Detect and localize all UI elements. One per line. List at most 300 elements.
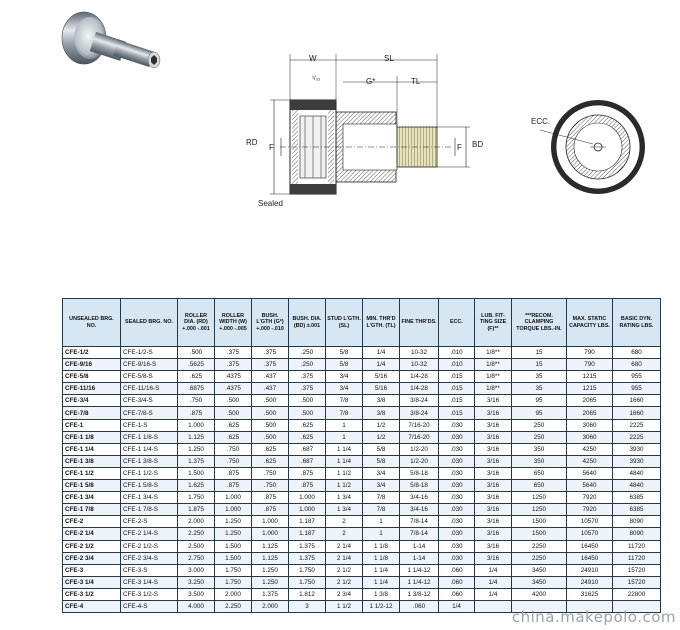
- watermark: china.makepolo.com: [511, 608, 676, 626]
- table-cell: CFE-3: [63, 564, 121, 576]
- table-cell: 7/16-20: [400, 419, 439, 431]
- table-cell: 4250: [567, 455, 613, 467]
- table-cell: 2.750: [178, 552, 215, 564]
- table-cell: .875: [215, 480, 252, 492]
- table-cell: .4375: [215, 383, 252, 395]
- table-cell: 1.875: [178, 504, 215, 516]
- table-cell: 2.000: [252, 600, 289, 612]
- table-cell: .625: [215, 419, 252, 431]
- table-cell: 2.000: [178, 516, 215, 528]
- table-cell: 3/8: [363, 407, 400, 419]
- table-cell: .625: [289, 431, 326, 443]
- table-cell: [475, 600, 512, 612]
- table-cell: 3/8: [363, 395, 400, 407]
- table-row: [63, 480, 661, 492]
- cam-follower-photo: [62, 12, 160, 68]
- table-cell: 1 3/4: [326, 492, 363, 504]
- table-cell: 1 1/8: [363, 552, 400, 564]
- table-cell: 7/8: [363, 504, 400, 516]
- table-cell: CFE-3 1/2: [63, 588, 121, 600]
- table-cell: CFE-1 5/8: [63, 480, 121, 492]
- table-row: [63, 576, 661, 588]
- table-cell: .030: [439, 552, 475, 564]
- table-row: [63, 359, 661, 371]
- label-g: G*: [366, 77, 376, 86]
- table-cell: 5/8: [326, 359, 363, 371]
- table-cell: .625: [178, 371, 215, 383]
- table-cell: 1 3/8-12: [400, 588, 439, 600]
- table-cell: .875: [289, 467, 326, 479]
- table-cell: CFE-1 1/2: [63, 467, 121, 479]
- table-row: [63, 455, 661, 467]
- table-row: [63, 504, 661, 516]
- table-cell: 3/4: [326, 383, 363, 395]
- table-cell: 1/2: [363, 419, 400, 431]
- table-cell: .060: [439, 588, 475, 600]
- table-cell: .625: [252, 455, 289, 467]
- table-cell: 6385: [613, 504, 661, 516]
- table-cell: 2.500: [178, 540, 215, 552]
- table-cell: 3450: [512, 564, 567, 576]
- table-cell: 1.125: [178, 431, 215, 443]
- table-cell: 3930: [613, 443, 661, 455]
- table-cell: 680: [613, 359, 661, 371]
- table-cell: CFE-11/16: [63, 383, 121, 395]
- table-cell: 7/8-14: [400, 516, 439, 528]
- table-row: [63, 443, 661, 455]
- table-cell: 1.125: [252, 540, 289, 552]
- table-cell: 2 1/2: [326, 564, 363, 576]
- table-cell: 1.500: [215, 540, 252, 552]
- table-cell: 1: [363, 528, 400, 540]
- table-cell: 1250: [512, 504, 567, 516]
- table-cell: CFE-3-S: [121, 564, 178, 576]
- table-cell: 1 1/8: [363, 540, 400, 552]
- table-cell: 2 3/4: [326, 588, 363, 600]
- table-cell: 10-32: [400, 359, 439, 371]
- table-cell: .500: [215, 395, 252, 407]
- column-header: ROLLER DIA. (RD) +.000 -.001: [178, 299, 215, 347]
- table-cell: .030: [439, 540, 475, 552]
- table-cell: .375: [215, 359, 252, 371]
- table-cell: 1.250: [215, 528, 252, 540]
- table-cell: 3/16: [475, 407, 512, 419]
- table-cell: CFE-2 1/4: [63, 528, 121, 540]
- table-cell: 1215: [567, 371, 613, 383]
- table-cell: 1/4: [363, 347, 400, 359]
- table-cell: 3/16: [475, 552, 512, 564]
- table-cell: 1.750: [289, 564, 326, 576]
- table-cell: 1/8**: [475, 371, 512, 383]
- table-cell: 1.375: [289, 552, 326, 564]
- column-header: BUSH. L'GTH (G*) +.000 -.010: [252, 299, 289, 347]
- table-cell: 3.250: [178, 576, 215, 588]
- table-cell: 3/8-24: [400, 395, 439, 407]
- table-cell: .5625: [178, 359, 215, 371]
- table-cell: 1/4: [439, 600, 475, 612]
- table-cell: .687: [289, 455, 326, 467]
- label-bd: BD: [472, 140, 484, 149]
- table-cell: .437: [252, 371, 289, 383]
- table-row: [63, 395, 661, 407]
- table-cell: 24910: [567, 564, 613, 576]
- table-cell: .500: [289, 407, 326, 419]
- table-cell: 4840: [613, 467, 661, 479]
- table-cell: 3/16: [475, 443, 512, 455]
- table-cell: .010: [439, 347, 475, 359]
- table-cell: 3/16: [475, 480, 512, 492]
- table-cell: 3: [289, 600, 326, 612]
- table-cell: 1.750: [215, 576, 252, 588]
- table-cell: 1660: [613, 407, 661, 419]
- table-cell: 4840: [613, 480, 661, 492]
- table-cell: 16450: [567, 552, 613, 564]
- table-cell: CFE-4-S: [121, 600, 178, 612]
- table-cell: 10570: [567, 528, 613, 540]
- table-row: [63, 347, 661, 359]
- table-cell: 790: [567, 347, 613, 359]
- table-cell: CFE-1 3/8-S: [121, 455, 178, 467]
- table-cell: 1 3/4: [326, 504, 363, 516]
- table-cell: CFE-9/16-S: [121, 359, 178, 371]
- table-cell: 2250: [512, 552, 567, 564]
- table-cell: .625: [252, 443, 289, 455]
- table-cell: CFE-1 3/8: [63, 455, 121, 467]
- table-cell: .375: [215, 347, 252, 359]
- table-cell: 2: [326, 528, 363, 540]
- table-cell: 1.000: [178, 419, 215, 431]
- table-cell: 1 3/8: [363, 588, 400, 600]
- table-cell: 3450: [512, 576, 567, 588]
- table-cell: .750: [178, 395, 215, 407]
- technical-drawing: [0, 0, 680, 290]
- end-view: [540, 100, 645, 194]
- table-cell: 7/16-20: [400, 431, 439, 443]
- table-cell: CFE-2: [63, 516, 121, 528]
- table-cell: 2250: [512, 540, 567, 552]
- table-cell: 16450: [567, 540, 613, 552]
- table-row: [63, 528, 661, 540]
- table-cell: 7920: [567, 504, 613, 516]
- table-cell: .010: [439, 359, 475, 371]
- table-cell: 3/16: [475, 504, 512, 516]
- table-cell: 3/16: [475, 431, 512, 443]
- table-cell: 680: [613, 347, 661, 359]
- table-cell: 1.750: [289, 576, 326, 588]
- column-header: SEALED BRG. NO.: [121, 299, 178, 347]
- table-cell: 3930: [613, 455, 661, 467]
- table-cell: .250: [289, 347, 326, 359]
- table-cell: .750: [215, 443, 252, 455]
- table-cell: .030: [439, 504, 475, 516]
- table-cell: CFE-1-S: [121, 419, 178, 431]
- table-cell: 8090: [613, 528, 661, 540]
- table-cell: 35: [512, 371, 567, 383]
- table-cell: .030: [439, 516, 475, 528]
- table-cell: 5/16: [363, 383, 400, 395]
- table-cell: CFE-9/16: [63, 359, 121, 371]
- table-cell: 95: [512, 407, 567, 419]
- table-cell: 1.375: [178, 455, 215, 467]
- table-cell: 250: [512, 419, 567, 431]
- table-cell: CFE-1 1/8-S: [121, 431, 178, 443]
- table-cell: 2.000: [215, 588, 252, 600]
- table-cell: 650: [512, 467, 567, 479]
- label-f-right: F: [457, 143, 462, 152]
- table-cell: .375: [252, 347, 289, 359]
- table-cell: 24910: [567, 576, 613, 588]
- table-cell: 3/4: [326, 371, 363, 383]
- table-cell: CFE-2 3/4: [63, 552, 121, 564]
- table-cell: CFE-1 1/4-S: [121, 443, 178, 455]
- table-cell: 15: [512, 347, 567, 359]
- table-cell: CFE-3/4-S: [121, 395, 178, 407]
- table-cell: 1250: [512, 492, 567, 504]
- table-cell: 3060: [567, 419, 613, 431]
- table-cell: 1 1/4: [326, 443, 363, 455]
- table-cell: .4375: [215, 371, 252, 383]
- table-cell: 7/8: [326, 407, 363, 419]
- table-cell: 350: [512, 443, 567, 455]
- table-cell: 1 1/4: [363, 576, 400, 588]
- table-cell: 1.250: [215, 516, 252, 528]
- table-cell: CFE-1 1/8: [63, 431, 121, 443]
- table-cell: 15720: [613, 576, 661, 588]
- table-cell: .500: [252, 395, 289, 407]
- table-cell: CFE-1 1/4: [63, 443, 121, 455]
- label-f-left: F: [269, 143, 274, 152]
- table-cell: .030: [439, 480, 475, 492]
- table-cell: .015: [439, 371, 475, 383]
- table-cell: 5/16: [363, 371, 400, 383]
- table-cell: 3/4-16: [400, 492, 439, 504]
- column-header: ECC.: [439, 299, 475, 347]
- column-header: ROLLER WIDTH (W) +.000 -.005: [215, 299, 252, 347]
- table-cell: 3.500: [178, 588, 215, 600]
- table-cell: .625: [215, 431, 252, 443]
- table-cell: 3/16: [475, 467, 512, 479]
- table-cell: CFE-1 3/4: [63, 492, 121, 504]
- table-cell: 11720: [613, 552, 661, 564]
- table-cell: 1-14: [400, 552, 439, 564]
- table-cell: 5640: [567, 467, 613, 479]
- table-cell: 1 1/4: [363, 564, 400, 576]
- table-row: [63, 467, 661, 479]
- table-cell: 2 1/4: [326, 552, 363, 564]
- table-cell: .500: [178, 347, 215, 359]
- table-cell: CFE-1 5/8-S: [121, 480, 178, 492]
- table-cell: 3/16: [475, 419, 512, 431]
- table-cell: 1.500: [178, 467, 215, 479]
- table-cell: 3.000: [178, 564, 215, 576]
- table-cell: 1/8**: [475, 347, 512, 359]
- table-cell: 790: [567, 359, 613, 371]
- label-ecc: ECC.: [531, 117, 551, 126]
- table-cell: .030: [439, 467, 475, 479]
- table-cell: 10570: [567, 516, 613, 528]
- table-cell: .060: [439, 564, 475, 576]
- table-cell: 1/4: [475, 576, 512, 588]
- table-cell: 2.250: [215, 600, 252, 612]
- table-cell: CFE-3/4: [63, 395, 121, 407]
- table-cell: 3/16: [475, 492, 512, 504]
- table-cell: 1.750: [178, 492, 215, 504]
- table-cell: CFE-2 1/4-S: [121, 528, 178, 540]
- table-cell: 1.375: [289, 540, 326, 552]
- table-cell: 1/8**: [475, 359, 512, 371]
- table-cell: .687: [289, 443, 326, 455]
- column-header: MAX. STATIC CAPACITY LBS.: [567, 299, 613, 347]
- table-cell: 1.250: [252, 564, 289, 576]
- table-cell: .6875: [178, 383, 215, 395]
- table-cell: CFE-1 1/2-S: [121, 467, 178, 479]
- table-cell: 1.000: [252, 516, 289, 528]
- table-cell: 1: [363, 516, 400, 528]
- table-cell: .030: [439, 455, 475, 467]
- table-cell: CFE-1 7/8-S: [121, 504, 178, 516]
- table-cell: 1/4: [475, 588, 512, 600]
- table-row: [63, 516, 661, 528]
- table-cell: 11720: [613, 540, 661, 552]
- table-row: [63, 552, 661, 564]
- table-cell: 1/4-28: [400, 383, 439, 395]
- table-cell: 4250: [567, 443, 613, 455]
- table-cell: .875: [252, 492, 289, 504]
- table-cell: 35: [512, 383, 567, 395]
- table-cell: 1.000: [252, 528, 289, 540]
- table-cell: 1500: [512, 516, 567, 528]
- table-cell: 1.187: [289, 516, 326, 528]
- table-cell: 3/16: [475, 516, 512, 528]
- table-row: [63, 419, 661, 431]
- table-cell: .060: [439, 576, 475, 588]
- column-header: UNSEALED BRG. NO.: [63, 299, 121, 347]
- table-cell: CFE-1: [63, 419, 121, 431]
- table-cell: 7/8: [363, 492, 400, 504]
- spec-table: [62, 298, 661, 613]
- label-sealed: Sealed: [258, 199, 283, 208]
- column-header: BUSH. DIA. (BD) ±.001: [289, 299, 326, 347]
- table-cell: 1 1/4-12: [400, 564, 439, 576]
- table-cell: .875: [215, 467, 252, 479]
- table-cell: .030: [439, 431, 475, 443]
- table-cell: 1.500: [215, 552, 252, 564]
- table-cell: CFE-7/8-S: [121, 407, 178, 419]
- column-header: FINE THR'DS.: [400, 299, 439, 347]
- table-cell: .030: [439, 492, 475, 504]
- table-cell: CFE-1/2-S: [121, 347, 178, 359]
- table-cell: 1.000: [289, 492, 326, 504]
- table-row: [63, 407, 661, 419]
- column-header: MIN. THR'D L'GTH. (TL): [363, 299, 400, 347]
- table-cell: 1660: [613, 395, 661, 407]
- table-cell: 1/8**: [475, 383, 512, 395]
- table-cell: .500: [215, 407, 252, 419]
- table-cell: 1/2-20: [400, 443, 439, 455]
- table-cell: 5/8: [363, 455, 400, 467]
- table-cell: CFE-5/8: [63, 371, 121, 383]
- table-cell: 3/8-24: [400, 407, 439, 419]
- table-cell: 8090: [613, 516, 661, 528]
- table-cell: 1500: [512, 528, 567, 540]
- table-cell: 2: [326, 516, 363, 528]
- table-cell: 4.000: [178, 600, 215, 612]
- table-cell: .375: [289, 371, 326, 383]
- table-cell: 95: [512, 395, 567, 407]
- table-cell: .875: [178, 407, 215, 419]
- table-cell: .015: [439, 407, 475, 419]
- table-cell: CFE-2 1/2: [63, 540, 121, 552]
- table-cell: CFE-5/8-S: [121, 371, 178, 383]
- table-cell: 1/2-20: [400, 455, 439, 467]
- table-cell: .500: [252, 419, 289, 431]
- table-row: [63, 492, 661, 504]
- table-cell: 7/8: [326, 395, 363, 407]
- table-cell: 15720: [613, 564, 661, 576]
- table-cell: 1.187: [289, 528, 326, 540]
- table-cell: 4200: [512, 588, 567, 600]
- table-cell: 1 1/4-12: [400, 576, 439, 588]
- table-cell: 955: [613, 383, 661, 395]
- table-cell: 1 1/2: [326, 480, 363, 492]
- table-cell: 1/4: [475, 564, 512, 576]
- table-cell: 1 1/2: [326, 600, 363, 612]
- table-cell: 5/8-18: [400, 480, 439, 492]
- table-cell: 250: [512, 431, 567, 443]
- table-cell: 1.625: [178, 480, 215, 492]
- table-cell: 3/16: [475, 395, 512, 407]
- table-cell: CFE-2 3/4-S: [121, 552, 178, 564]
- table-cell: 2065: [567, 395, 613, 407]
- table-cell: 3/16: [475, 528, 512, 540]
- table-cell: 3/4: [363, 480, 400, 492]
- table-cell: .060: [400, 600, 439, 612]
- table-cell: CFE-2 1/2-S: [121, 540, 178, 552]
- table-cell: 3060: [567, 431, 613, 443]
- table-cell: 3/16: [475, 455, 512, 467]
- table-cell: .500: [252, 407, 289, 419]
- column-header: ***RECOM. CLAMPING TORQUE LBS.-IN.: [512, 299, 567, 347]
- table-cell: 1: [326, 431, 363, 443]
- table-cell: .625: [289, 419, 326, 431]
- table-cell: 955: [613, 371, 661, 383]
- table-cell: .015: [439, 383, 475, 395]
- label-rd: RD: [246, 138, 258, 147]
- table-cell: .875: [252, 504, 289, 516]
- table-cell: CFE-7/8: [63, 407, 121, 419]
- table-cell: 1.812: [289, 588, 326, 600]
- table-cell: .750: [252, 467, 289, 479]
- side-section-view: [270, 54, 470, 194]
- table-cell: .015: [439, 395, 475, 407]
- table-cell: 1.000: [289, 504, 326, 516]
- table-cell: 2 1/4: [326, 540, 363, 552]
- label-tl: TL: [411, 77, 421, 86]
- table-cell: 1 1/2-12: [363, 600, 400, 612]
- table-cell: .030: [439, 419, 475, 431]
- table-cell: CFE-11/16-S: [121, 383, 178, 395]
- table-cell: 2.250: [178, 528, 215, 540]
- table-cell: 5/8: [363, 443, 400, 455]
- table-cell: .030: [439, 443, 475, 455]
- table-cell: .375: [289, 383, 326, 395]
- table-cell: .500: [289, 395, 326, 407]
- table-cell: 1.250: [178, 443, 215, 455]
- table-cell: .250: [289, 359, 326, 371]
- table-cell: 1/2: [363, 431, 400, 443]
- table-cell: CFE-1 7/8: [63, 504, 121, 516]
- table-cell: .030: [439, 528, 475, 540]
